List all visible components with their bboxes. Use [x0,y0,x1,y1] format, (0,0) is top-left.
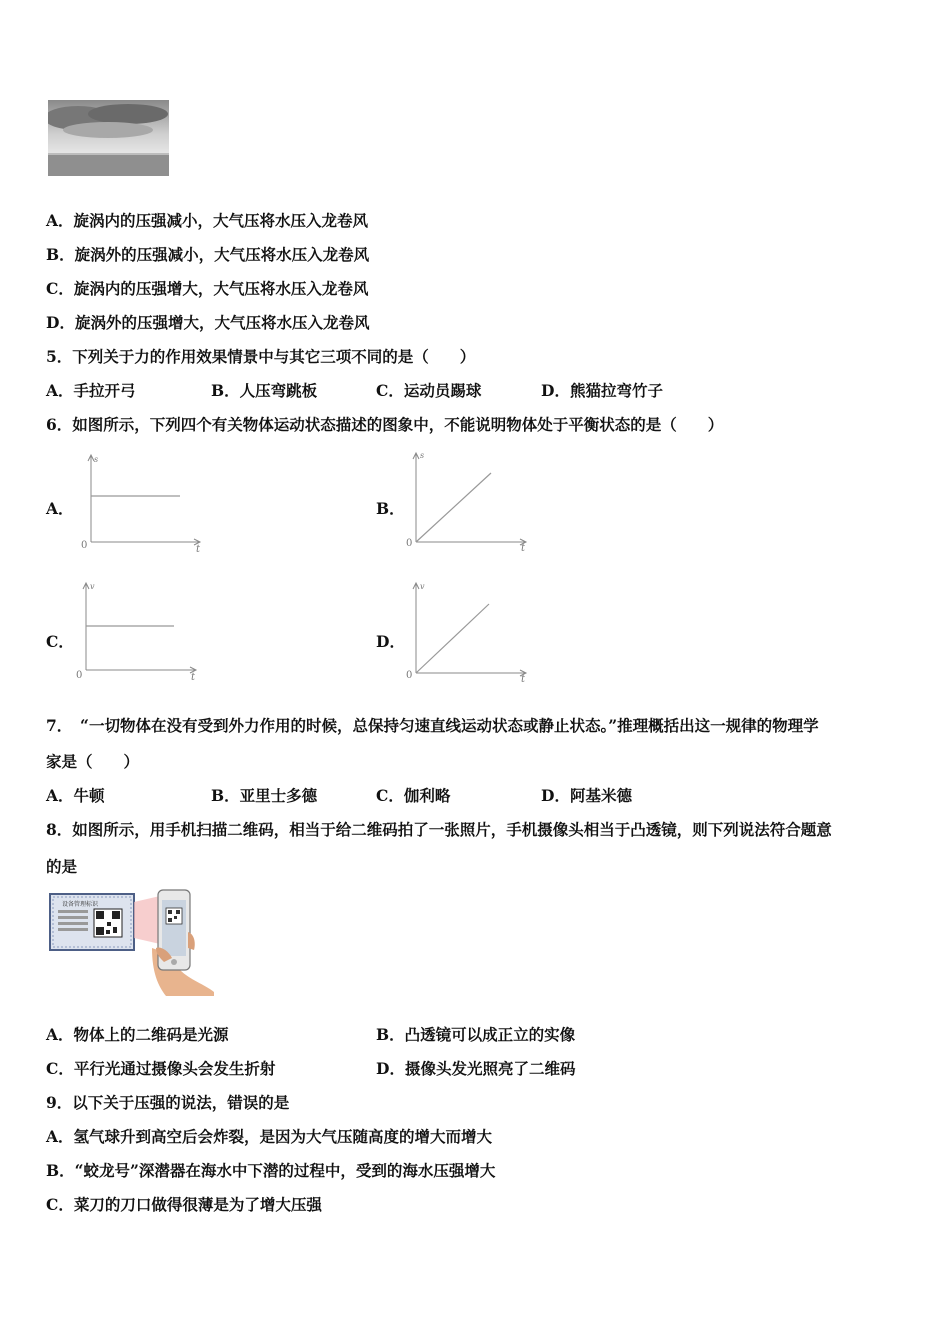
q6-graph-c-y-axis-label: v [90,582,95,591]
q7-option-c: C．伽利略 [376,786,451,805]
q6-graph-d-y-axis-label: v [420,582,425,591]
q6-graph-c-label: C． [46,632,74,651]
q6-graph-c-origin-label: 0 [76,670,83,681]
q9-option-b: B．“蛟龙号”深潜器在海水中下潜的过程中，受到的海水压强增大 [46,1161,496,1180]
q5-option-b: B．人压弯跳板 [211,381,318,400]
q5-option-a: A．手拉开弓 [46,381,136,400]
tornado-sea-photo [48,100,169,176]
q5-option-d: D．熊猫拉弯竹子 [541,381,663,400]
q6-graph-a-y-axis-label: s [94,455,99,464]
q6-graph-a-x-axis-label: t [196,544,201,552]
q8-option-a: A．物体上的二维码是光源 [46,1025,229,1044]
q9-option-a: A．氢气球升到高空后会炸裂，是因为大气压随高度的增大而增大 [46,1127,493,1146]
q6-graph-d-origin-label: 0 [406,670,413,681]
q6-graph-b-x-axis-label: t [521,543,526,552]
q8-option-b: B．凸透镜可以成正立的实像 [376,1025,576,1044]
q6-graph-a [76,452,206,552]
phone-scanning-qr-code-illustration [48,888,218,996]
q7-stem-line1: 7． “一切物体在没有受到外力作用的时候，总保持匀速直线运动状态或静止状态。”推理概括出这一规律的物理学 [46,716,819,735]
q6-graph-b-label: B． [376,499,405,518]
q6-graph-d-x-axis-label: t [521,674,526,683]
q9-stem: 9．以下关于压强的说法，错误的是 [46,1093,290,1112]
q7-stem-line2: 家是（ ） [46,752,140,771]
qr-card-title: 设备管理标识 [62,901,99,908]
q6-graph-a-label: A． [46,499,74,518]
q6-graph-c-x-axis-label: t [191,672,196,683]
q6-graph-a-origin-label: 0 [81,540,88,551]
q8-stem-line2: 的是 [46,857,78,876]
q6-graph-b [402,449,532,552]
q6-graph-c [72,580,202,683]
q7-option-b: B．亚里士多德 [211,786,318,805]
q8-option-c: C．平行光通过摄像头会发生折射 [46,1059,276,1078]
q5-stem: 5．下列关于力的作用效果情景中与其它三项不同的是（ ） [46,347,476,366]
q4-option-b: B．旋涡外的压强减小，大气压将水压入龙卷风 [46,245,370,264]
q6-graph-b-origin-label: 0 [406,538,413,549]
q8-option-d: D．摄像头发光照亮了二维码 [376,1059,576,1078]
q4-option-d: D．旋涡外的压强增大，大气压将水压入龙卷风 [46,313,370,332]
q7-option-d: D．阿基米德 [541,786,632,805]
q7-option-a: A．牛顿 [46,786,105,805]
q6-graph-d [402,580,532,683]
q4-option-a: A．旋涡内的压强减小，大气压将水压入龙卷风 [46,211,369,230]
q6-graph-d-label: D． [376,632,405,651]
q4-option-c: C．旋涡内的压强增大，大气压将水压入龙卷风 [46,279,369,298]
q5-option-c: C．运动员踢球 [376,381,482,400]
q8-stem-line1: 8．如图所示，用手机扫描二维码，相当于给二维码拍了一张照片，手机摄像头相当于凸透镜，则下列说法符合题意 [46,820,832,839]
q9-option-c: C．菜刀的刀口做得很薄是为了增大压强 [46,1195,322,1214]
q6-graph-b-y-axis-label: s [420,451,425,460]
q6-stem: 6．如图所示，下列四个有关物体运动状态描述的图象中，不能说明物体处于平衡状态的是（ ） [46,415,724,434]
